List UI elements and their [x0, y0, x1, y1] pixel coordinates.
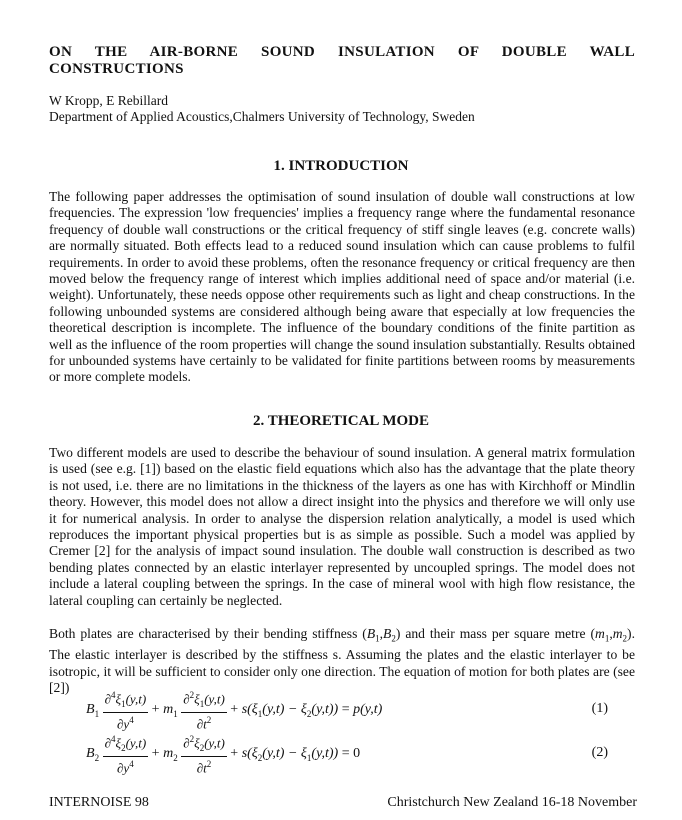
paper-authors: W Kropp, E Rebillard	[49, 93, 168, 108]
theory-text-part-b: ) and their mass per square metre (	[395, 626, 595, 641]
theory-text-part-a: Both plates are characterised by their bending stiffness (	[49, 626, 367, 641]
section-heading-introduction: 1. INTRODUCTION	[273, 158, 409, 174]
paper-title: ON THE AIR-BORNE SOUND INSULATION OF DOUBLE WALL CONSTRUCTIONS	[49, 44, 635, 77]
equation-2: $B_2$ $\frac{\partial^4\xi_2(y,t)}{\partial y^4}$ + $m_2$ $\frac{\partial^2\xi_2(y,t)}{\partial t^2}$ + $s(\xi_2(y,t) - \xi_1(y,t))$ = 0 (2)	[86, 734, 608, 776]
equation-2-rhs: 0	[353, 746, 361, 761]
equation-2-number: (2)	[591, 745, 608, 760]
footer-conference: INTERNOISE 98	[49, 795, 149, 810]
paper-affiliation: Department of Applied Acoustics,Chalmers University of Technology, Sweden	[49, 109, 475, 124]
theory-text-part-c: ). The elastic interlayer is described by the stiffness s. Assuming the plates and the elastic interlayer to be isotropic, it will be sufficient to consider only one direction. The equation of motion for both plates are (see [2])	[49, 626, 635, 695]
footer-location-date: Christchurch New Zealand 16-18 November	[387, 795, 637, 810]
equation-1-rhs: p(y,t)	[353, 702, 383, 717]
theory-paragraph-1: Two different models are used to describe the behaviour of sound insulation. A general matrix formulation is used (see e.g. [1]) based on the elastic field equations which also has the advantage that the plate theory is not used, i.e. there are no limitations in the thickness of the layers as one has with Kirchhoff or Mindlin theory. However, this model does not allow a direct insight into the physics and therefore we will only use it for numerical analysis. In order to analyse the dispersion relation analytically, a model is used which reproduces the important physical properties but is as simple as possible. Such a model was applied by Cremer [2] for the analysis of impact sound insulation. The double wall construction is described as two bending plates connected by an elastic interlayer represented by uncoupled springs. The model does not include a lateral coupling between the springs. In the case of mineral wool with high flow resistance, the lateral coupling can certainly be neglected.	[49, 445, 635, 608]
theory-paragraph-2: Both plates are characterised by their bending stiffness $(B_1,B_2)$ and their mass per square metre $(m_1,m_2)$. The elastic interlayer is described by the stiffness s. Assuming the plates and the elastic interlayer to be isotropic, it will be sufficient to consider only one direction. The equation of motion for both plates are (see [2])	[49, 626, 635, 695]
equation-1-number: (1)	[591, 701, 608, 716]
section-heading-theoretical-model: 2. THEORETICAL MODE	[252, 413, 429, 429]
introduction-paragraph: The following paper addresses the optimisation of sound insulation of double wall constructions at low frequencies. The expression 'low frequencies' implies a frequency range where the fundamental resonance frequency of double wall constructions or the critical frequency of stiff single leaves (e.g. concrete walls) are normally situated. Both effects lead to a reduced sound insulation which can cause problems to fulfil requirements. In order to avoid these problems, often the resonance frequency or critical frequency are then moved below the frequency range of interest which implies additional need of space and/or material (i.e. weight). Unfortunately, these needs oppose other requirements such as light and cheap constructions. In the following unbounded systems are considered although being aware that especially at low frequencies the theoretical description is incomplete. The influence of the boundary conditions of the finite partition as well as the influence of the room properties will change the sound insulation substantially. Results obtained for unbounded systems have certainly to be validated for finite partitions between rooms by measurements or more complete models.	[49, 189, 635, 385]
equation-1: $B_1$ $\frac{\partial^4\xi_1(y,t)}{\partial y^4}$ + $m_1$ $\frac{\partial^2\xi_1(y,t)}{\partial t^2}$ + $s(\xi_1(y,t) - \xi_2(y,t))$ = p(y,t) (1)	[86, 690, 608, 732]
